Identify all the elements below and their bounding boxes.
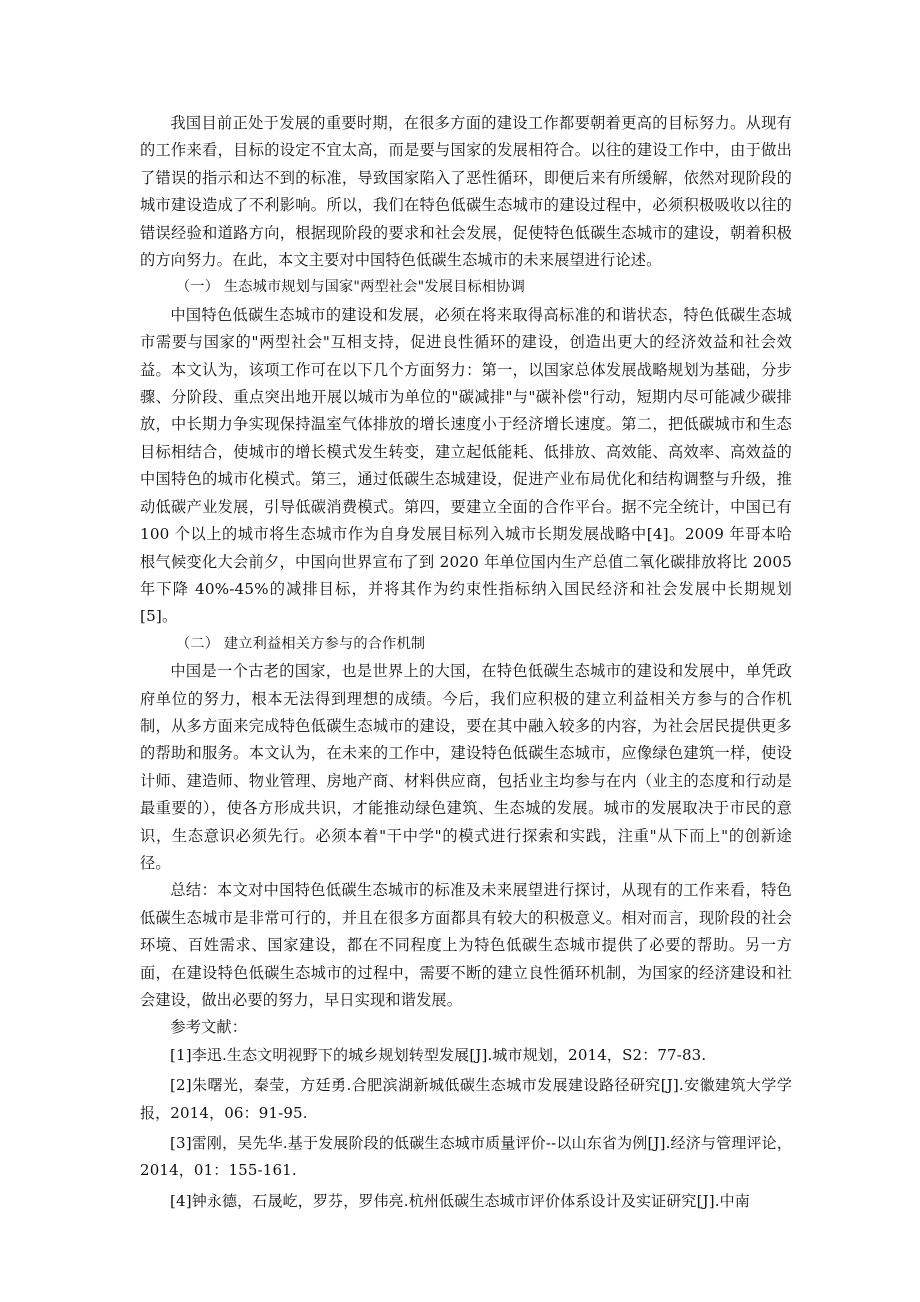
references-list: [140, 1042, 792, 1215]
paragraph-section-2: 中国是一个古老的国家，也是世界上的大国，在特色低碳生态城市的建设和发展中，单凭政府单位的努力，根本无法得到理想的成绩。今后，我们应积极的建立利益相关方参与的合作机制，从多方面来完成特色低碳生态城市的建设，要在其中融入较多的内容，为社会居民提供更多的帮助和服务。本文认为，在未来的工作中，建设特色低碳生态城市，应像绿色建筑一样，使设计师、建造师、物业管理、房地产商、材料供应商，包括业主均参与在内（业主的态度和行动是最重要的），使各方形成共识，才能推动绿色建筑、生态城的发展。城市的发展取决于市民的意识，生态意识必须先行。必须本着"干中学"的模式进行探索和实践，注重"从下而上"的创新途径。: [140, 662, 792, 872]
section-heading-1: （一） 生态城市规划与国家"两型社会"发展目标相协调: [176, 279, 526, 296]
paragraph-summary: 总结：本文对中国特色低碳生态城市的标准及未来展望进行探讨，从现有的工作来看，特色低碳生态城市是非常可行的，并且在很多方面都具有较大的积极意义。相对而言，现阶段的社会环境、百姓需求、国家建设，都在不同程度上为特色低碳生态城市提供了必要的帮助。另一方面，在建设特色低碳生态城市的过程中，需要不断的建立良性循环机制，为国家的经济建设和社会建设，做出必要的努力，早日实现和谐发展。: [140, 881, 792, 1009]
references-title: 参考文献：: [170, 1018, 248, 1037]
document-body: [140, 110, 792, 1215]
paragraph-intro: 我国目前正处于发展的重要时期，在很多方面的建设工作都要朝着更高的目标努力。从现有的工作来看，目标的设定不宜太高，而是要与国家的发展相符合。以往的建设工作中，由于做出了错误的指示和达不到的标准，导致国家陷入了恶性循环，即便后来有所缓解，依然对现阶段的城市建设造成了不利影响。所以，我们在特色低碳生态城市的建设过程中，必须积极吸收以往的错误经验和道路方向，根据现阶段的要求和社会发展，促使特色低碳生态城市的建设，朝着积极的方向努力。在此，本文主要对中国特色低碳生态城市的未来展望进行论述。: [140, 114, 792, 270]
reference-item: [2]朱曙光，秦莹，方廷勇.合肥滨湖新城低碳生态城市发展建设路径研究[J].安徽建筑大学学报，2014，06：91-95.: [140, 1076, 792, 1122]
reference-item: [4]钟永德，石晟屹，罗芬，罗伟亮.杭州低碳生态城市评价体系设计及实证研究[J].中南: [170, 1191, 750, 1210]
reference-item: [1]李迅.生态文明视野下的城乡规划转型发展[J].城市规划，2014，S2：77-83.: [170, 1045, 707, 1064]
reference-item: [3]雷刚，吴先华.基于发展阶段的低碳生态城市质量评价--以山东省为例[J].经济与管理评论，2014，01：155-161.: [140, 1134, 792, 1180]
paragraph-section-1: 中国特色低碳生态城市的建设和发展，必须在将来取得高标准的和谐状态，特色低碳生态城市需要与国家的"两型社会"互相支持，促进良性循环的建设，创造出更大的经济效益和社会效益。本文认为，该项工作可在以下几个方面努力：第一，以国家总体发展战略规划为基础，分步骤、分阶段、重点突出地开展以城市为单位的"碳减排"与"碳补偿"行动，短期内尽可能减少碳排放，中长期力争实现保持温室气体排放的增长速度小于经济增长速度。第二，把低碳城市和生态目标相结合，使城市的增长模式发生转变，建立起低能耗、低排放、高效能、高效率、高效益的中国特色的城市化模式。第三，通过低碳生态城建设，促进产业布局优化和结构调整与升级，推动低碳产业发展，引导低碳消费模式。第四，要建立全面的合作平台。据不完全统计，中国已有 100 个以上的城市将生态城市作为自身发展目标列入城市长期发展战略中[4]。2009 年哥本哈根气候变化大会前夕，中国向世界宣布了到 2020 年单位国内生产总值二氧化碳排放将比 2005 年下降 40%-45%的减排目标，并将其作为约束性指标纳入国民经济和社会发展中长期规划[5]。: [140, 305, 792, 626]
section-heading-2: （二） 建立利益相关方参与的合作机制: [176, 635, 426, 652]
